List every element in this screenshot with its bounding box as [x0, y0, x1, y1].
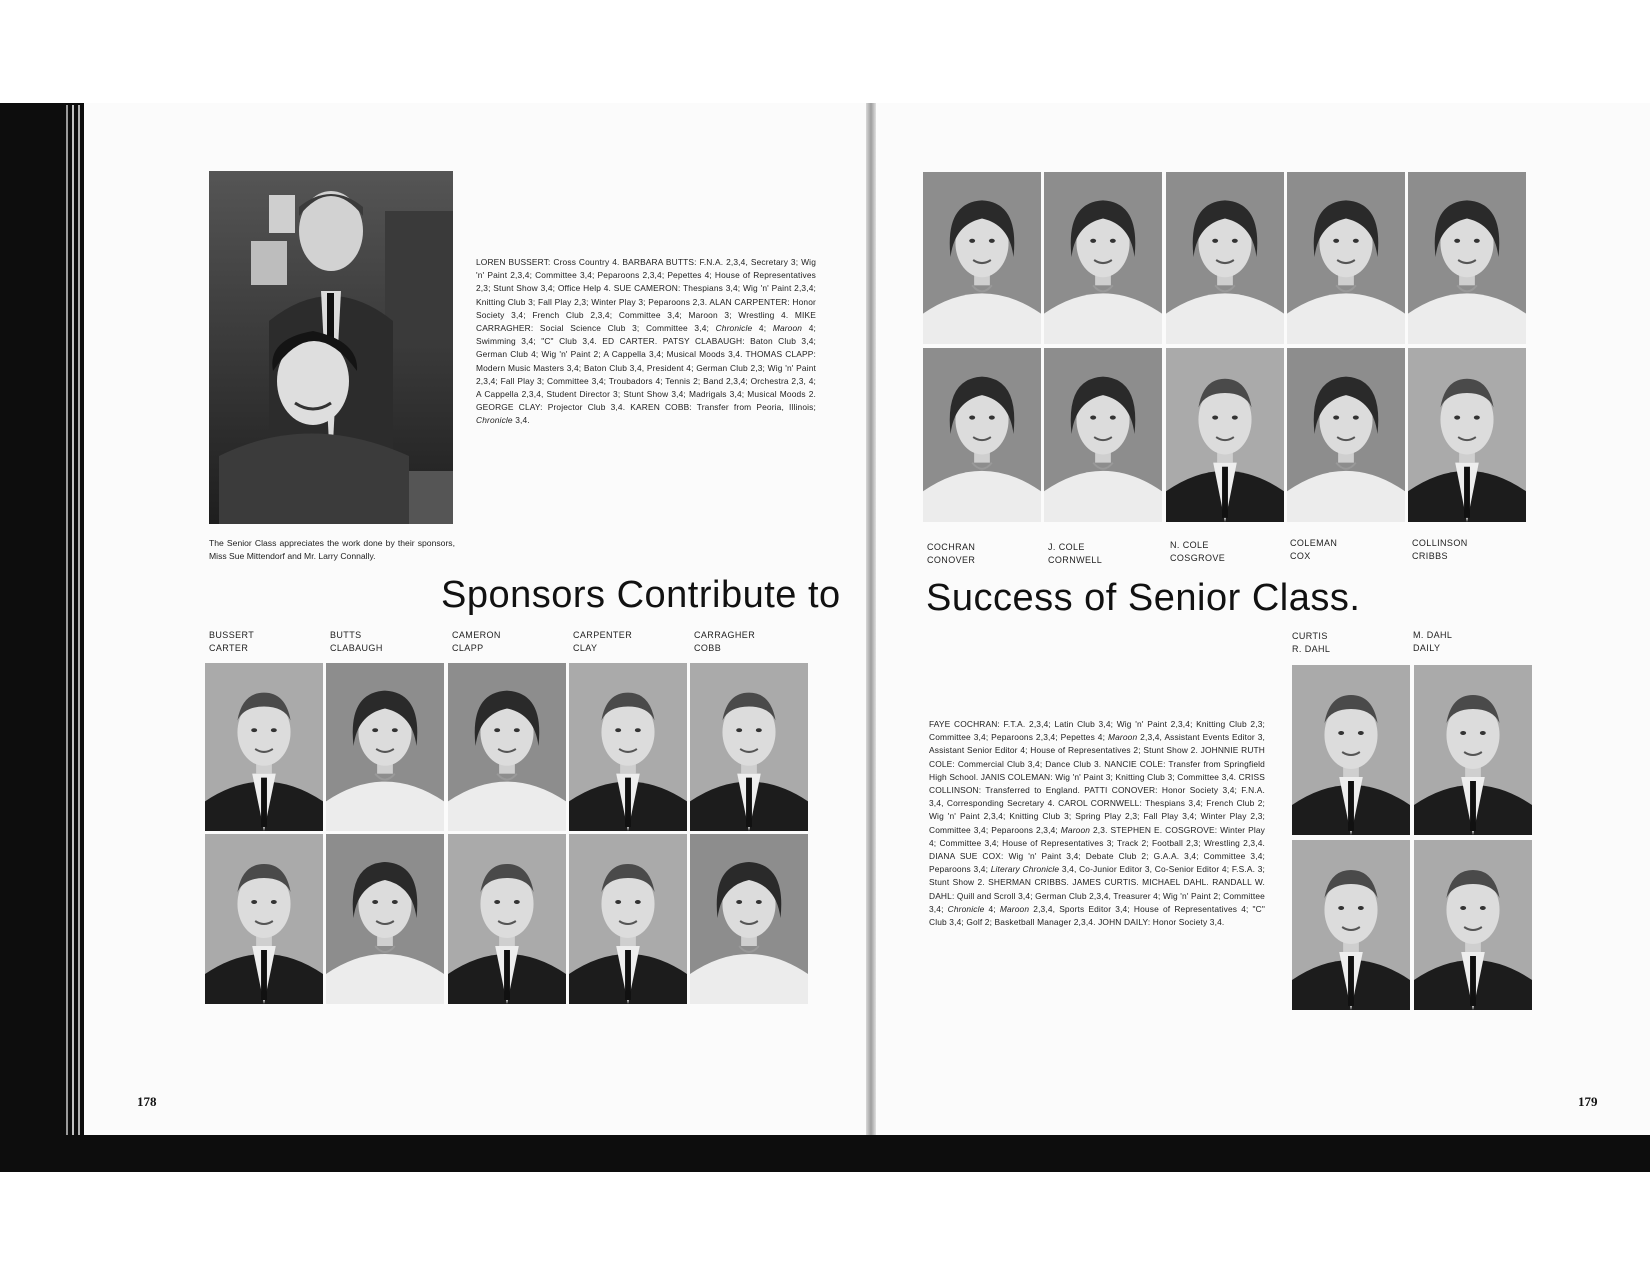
name-column — [927, 541, 975, 566]
name-column — [1292, 630, 1330, 655]
name-column — [1290, 537, 1337, 562]
name-label: DAILY — [1413, 642, 1441, 653]
name-column — [330, 629, 383, 654]
activity-segment: Chronicle — [476, 415, 513, 426]
activity-segment: Maroon — [999, 903, 1030, 914]
page-number-right: 179 — [1578, 1094, 1598, 1109]
activity-segment: 3,4, Co-Junior Editor 3, Co-Senior Editor 4; F.S.A. 3; Stunt Show 2. SHERMAN CRIBBS. JAMES CURTIS. MICHAEL DAHL. RANDALL W. DAHL: Quill and Scroll 3,4; German Club 2,3,4, Treasurer 4; Wig 'n' Paint 2; Committee 3,4; — [929, 864, 1266, 914]
name-label: COLLINSON — [1412, 538, 1468, 548]
name-label: CURTIS — [1292, 631, 1328, 641]
activity-segment: LOREN BUSSERT: Cross Country 4. BARBARA BUTTS: F.N.A. 2,3,4, Secretary 3; Wig 'n' Paint 2,3,4; Committee 3,4; Peparoons 2,3,4; Pepettes 4; House of Representatives 2,3; Stunt Show 3,4; Office Help 4. SUE CAMERON: Thespians 3,4; Wig 'n' Paint 2,3,4; Knitting Club 3; Fall Play 2,3; Winter Play 3; Peparoons 2,3. ALAN CARPENTER: Honor Society 3,4; French Club 2,3,4; Committee 3,4; Maroon 3; Wrestling 4. MIKE CARRAGHER: Social Science Club 3; Committee 3,4; — [476, 257, 816, 334]
portrait-photo — [1166, 348, 1284, 522]
portrait-photo — [690, 834, 808, 1004]
portrait-photo — [923, 172, 1041, 344]
name-label: N. COLE — [1170, 540, 1209, 550]
portrait-photo — [1292, 840, 1410, 1010]
name-label: COSGROVE — [1170, 552, 1226, 563]
activity-segment: Maroon — [772, 323, 803, 334]
binding-gutter — [866, 103, 876, 1135]
name-label: M. DAHL — [1413, 630, 1453, 640]
name-label: R. DAHL — [1292, 643, 1331, 654]
name-label: COBB — [694, 642, 722, 653]
portrait-photo — [923, 348, 1041, 522]
activity-segment: Chronicle — [947, 903, 985, 914]
portrait-photo — [1287, 348, 1405, 522]
name-label: CARPENTER — [573, 630, 633, 640]
name-label: BUSSERT — [209, 630, 255, 640]
activity-segment: 4; — [984, 903, 1000, 914]
name-label: CARTER — [209, 642, 249, 653]
activity-segment: 4; Swimming 3,4; "C" Club 3,4. ED CARTER. PATSY CLABAUGH: Baton Club 3,4; German Club 4; Wig 'n' Paint 2; A Cappella 3,4; Musical Moods 3,4. THOMAS CLAPP: Modern Music Masters 3,4; Baton Club 3,4, President 4; German Club 2,3; Wig 'n' Paint 2,3,4; Fall Play 3; Committee 3,4; Troubadors 4; Tennis 2; Band 2,3,4; Orchestra 2,3, 4; A Cappella 2,3,4, Student Director 3; Stunt Show 3,4; Madrigals 3,4; Musical Moods 2. GEORGE CLAY: Projector Club 3,4. KAREN COBB: Transfer from Peoria, Illinois; — [476, 323, 816, 413]
name-label: CLABAUGH — [330, 642, 383, 653]
portrait-photo — [205, 663, 323, 831]
portrait-photo — [1408, 348, 1526, 522]
page-edge — [72, 105, 74, 1135]
portrait-photo — [569, 663, 687, 831]
name-label: CLAY — [573, 642, 598, 653]
page-number-left: 178 — [137, 1094, 157, 1109]
headline-left: Sponsors Contribute to — [441, 574, 841, 616]
activity-segment: Chronicle — [715, 323, 753, 334]
portrait-photo — [1166, 172, 1284, 344]
name-label: CORNWELL — [1048, 554, 1103, 565]
name-label: COX — [1290, 550, 1311, 561]
name-label: COCHRAN — [927, 542, 976, 552]
name-label: BUTTS — [330, 630, 362, 640]
sponsor-photo-caption: The Senior Class appreciates the work done by their sponsors, Miss Sue Mittendorf and Mr. Larry Connally. — [209, 538, 455, 561]
name-column — [1412, 537, 1468, 562]
portrait-photo — [569, 834, 687, 1004]
portrait-photo — [1414, 665, 1532, 835]
portrait-photo — [1414, 840, 1532, 1010]
name-column — [573, 629, 632, 654]
portrait-photo — [326, 834, 444, 1004]
name-column — [1413, 629, 1452, 654]
page-edge — [66, 105, 68, 1135]
activity-segment: Literary Chronicle — [990, 864, 1060, 875]
activity-segment: 4; — [752, 323, 773, 334]
name-column — [694, 629, 755, 654]
portrait-photo — [1292, 665, 1410, 835]
name-label: CAMERON — [452, 630, 501, 640]
name-label: COLEMAN — [1290, 538, 1338, 548]
portrait-photo — [448, 663, 566, 831]
portrait-photo — [690, 663, 808, 831]
left-activities-text — [476, 256, 816, 428]
portrait-photo — [1044, 348, 1162, 522]
portrait-photo — [1408, 172, 1526, 344]
portrait-photo — [1044, 172, 1162, 344]
activity-segment: Maroon — [1060, 824, 1091, 835]
portrait-photo — [448, 834, 566, 1004]
name-column — [452, 629, 501, 654]
name-column — [1170, 539, 1225, 564]
portrait-photo — [205, 834, 323, 1004]
name-column — [209, 629, 254, 654]
headline-right: Success of Senior Class. — [926, 577, 1361, 619]
right-activities-text — [929, 718, 1265, 929]
name-label: CARRAGHER — [694, 630, 756, 640]
activity-segment: 2,3. STEPHEN E. COSGROVE: Winter Play 4; Committee 3,4; House of Representatives 3; Track 2; Football 2,3; Wrestling 2,3,4. DIANA SUE COX: Wig 'n' Paint 3,4; Debate Club 2; G.A.A. 3,4; Committee 3,4; Peparoons 3,4; — [929, 824, 1266, 875]
sponsors-photo — [209, 171, 453, 524]
activity-segment: 2,3,4, Assistant Events Editor 3, Assistant Senior Editor 4; House of Representatives 2; Stunt Show 2. JOHNNIE RUTH COLE: Commercial Club 3,4; Dance Club 3. NANCIE COLE: Transfer from Springfield High School. JANIS COLEMAN: Wig 'n' Paint 3; Knitting Club 3; Committee 3,4. CRISS COLLINSON: Transferred to England. PATTI CONOVER: Honor Society 3,4; F.N.A. 3,4, Corresponding Secretary 4. CAROL CORNWELL: Thespians 3,4; French Club 2; Wig 'n' Paint 2,3,4; Knitting Club 3; Spring Play 2,3; Fall Play 3,4; Winter Play 2,3; Committee 3,4; Peparoons 2,3,4; — [929, 732, 1265, 835]
name-label: CRIBBS — [1412, 550, 1448, 561]
name-label: CLAPP — [452, 642, 484, 653]
activity-segment: Maroon — [1107, 732, 1138, 743]
activity-segment: 2,3,4, Sports Editor 3,4; House of Representatives 4; "C" Club 3,4; Golf 2; Basketball Manager 2,3,4. JOHN DAILY: Honor Society 3,4. — [929, 903, 1266, 928]
portrait-photo — [326, 663, 444, 831]
activity-segment: 3,4. — [512, 415, 530, 426]
portrait-photo — [1287, 172, 1405, 344]
name-label: CONOVER — [927, 554, 976, 565]
name-label: J. COLE — [1048, 542, 1085, 552]
page-edge — [78, 105, 80, 1135]
name-column — [1048, 541, 1102, 566]
activity-segment: FAYE COCHRAN: F.T.A. 2,3,4; Latin Club 3,4; Wig 'n' Paint 2,3,4; Knitting Club 2,3; Committee 3,4; Peparoons 2,3,4; Pepettes 4; — [929, 719, 1265, 743]
